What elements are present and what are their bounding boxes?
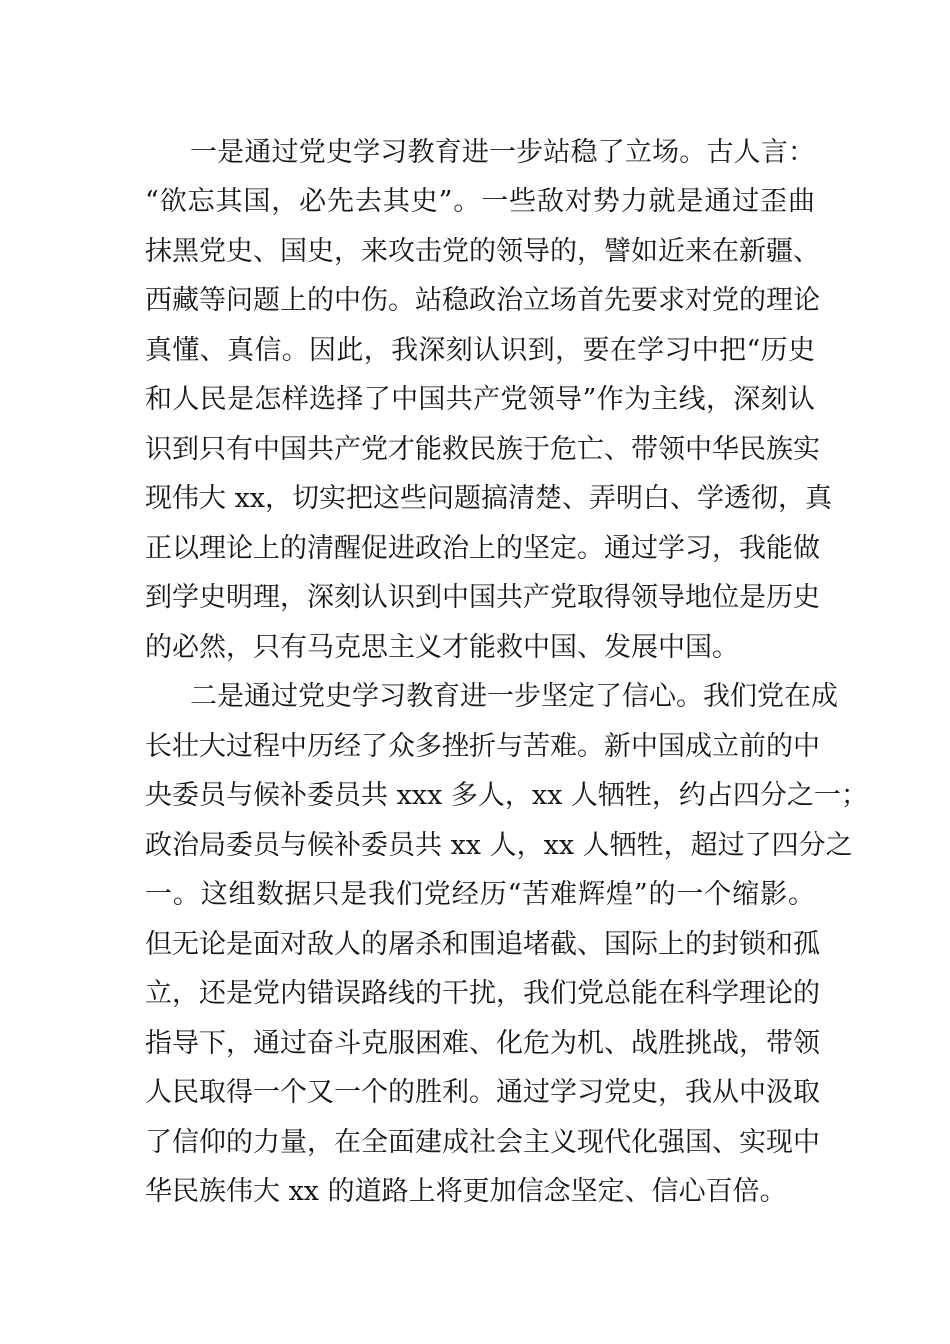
- paragraph-1-line-6: 和人民是怎样选择了中国共产党领导”作为主线，深刻认: [145, 384, 815, 415]
- paragraph-1-line-8: 现伟大 xx，切实把这些问题搞清楚、弄明白、学透彻，真: [145, 483, 833, 514]
- paragraph-2-line-3: 央委员与候补委员共 xxx 多人，xx 人牺牲，约占四分之一；: [145, 780, 868, 811]
- paragraph-2-line-8: 指导下，通过奋斗克服困难、化危为机、战胜挑战，带领: [145, 1028, 820, 1059]
- paragraph-2-line-5: 一。这组数据只是我们党经历“苦难辉煌”的一个缩影。: [145, 879, 815, 910]
- paragraph-2-line-9: 人民取得一个又一个的胜利。通过学习党史，我从中汲取: [145, 1077, 820, 1108]
- paragraph-1-line-2: “欲忘其国，必先去其史”。一些敌对势力就是通过歪曲: [145, 186, 815, 217]
- paragraph-1-line-7: 识到只有中国共产党才能救民族于危亡、带领中华民族实: [145, 434, 820, 465]
- paragraph-2-line-10: 了信仰的力量，在全面建成社会主义现代化强国、实现中: [145, 1127, 820, 1158]
- paragraph-2-line-4: 政治局委员与候补委员共 xx 人，xx 人牺牲，超过了四分之: [145, 830, 853, 861]
- paragraph-1-line-4: 西藏等问题上的中伤。站稳政治立场首先要求对党的理论: [145, 285, 820, 316]
- paragraph-2-line-2: 长壮大过程中历经了众多挫折与苦难。新中国成立前的中: [145, 731, 820, 762]
- paragraph-2-line-1: 二是通过党史学习教育进一步坚定了信心。我们党在成: [190, 681, 838, 712]
- paragraph-1-line-1: 一是通过党史学习教育进一步站稳了立场。古人言：: [190, 137, 815, 168]
- paragraph-1-line-3: 抹黑党史、国史，来攻击党的领导的，譬如近来在新疆、: [145, 236, 820, 267]
- paragraph-1-line-11: 的必然，只有马克思主义才能救中国、发展中国。: [145, 632, 739, 663]
- paragraph-2-line-6: 但无论是面对敌人的屠杀和围追堵截、国际上的封锁和孤: [145, 929, 820, 960]
- paragraph-1-line-5: 真懂、真信。因此，我深刻认识到，要在学习中把“历史: [145, 335, 815, 366]
- paragraph-1-line-10: 到学史明理，深刻认识到中国共产党取得领导地位是历史: [145, 582, 820, 613]
- paragraph-2-line-7: 立，还是党内错误路线的干扰，我们党总能在科学理论的: [145, 978, 820, 1009]
- paragraph-2-line-11: 华民族伟大 xx 的道路上将更加信念坚定、信心百倍。: [145, 1176, 787, 1207]
- paragraph-1-line-9: 正以理论上的清醒促进政治上的坚定。通过学习，我能做: [145, 533, 820, 564]
